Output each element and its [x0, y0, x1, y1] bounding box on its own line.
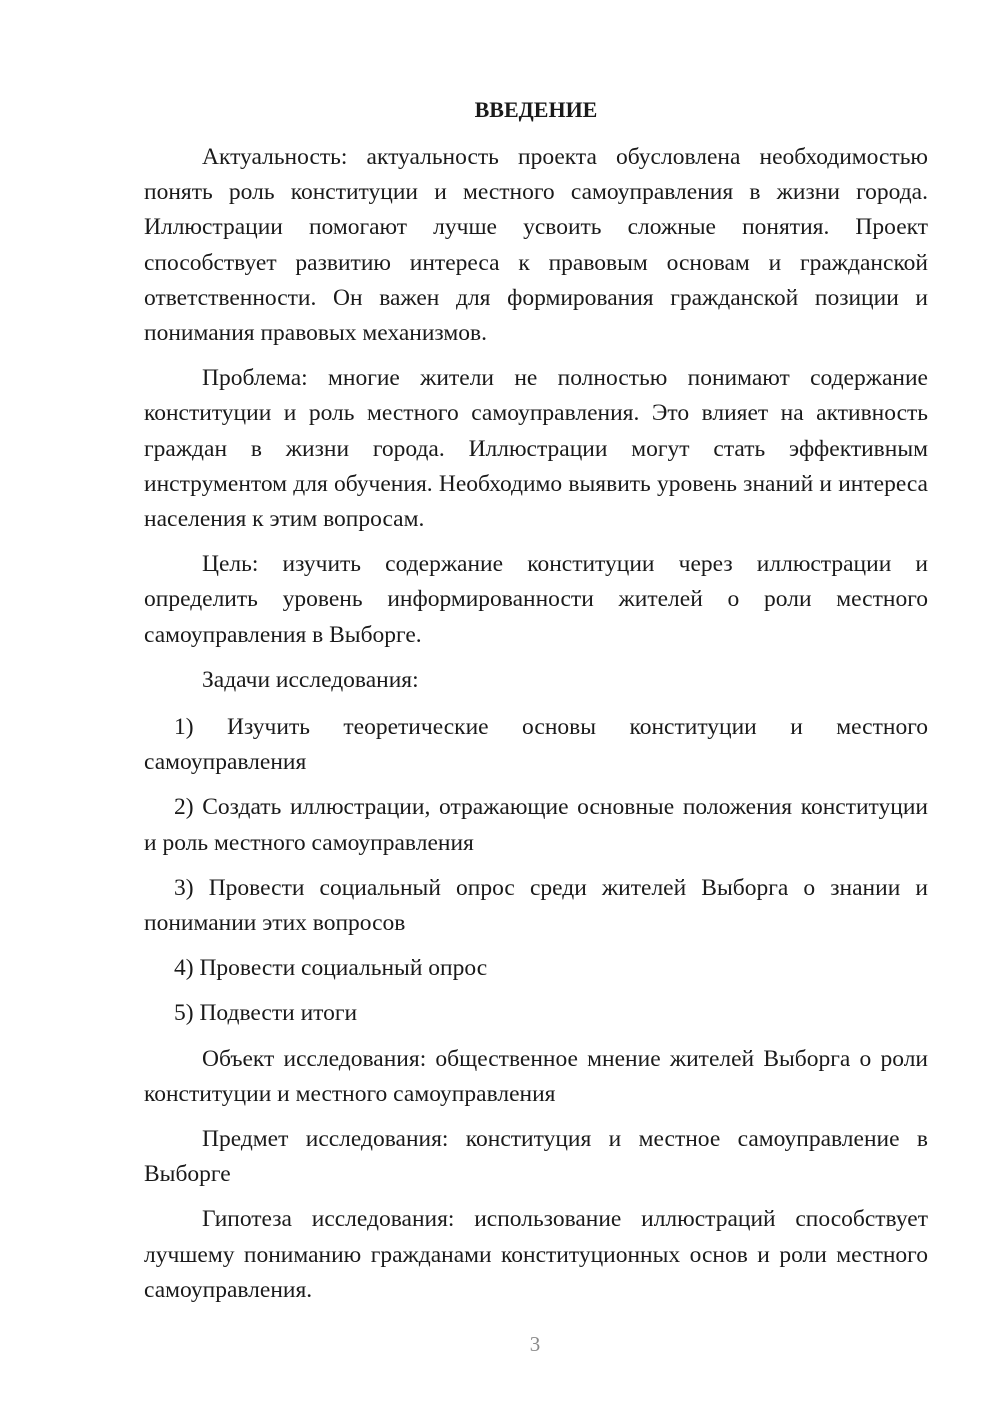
task-item-1: 1) Изучить теоретические основы конституции и местного самоуправления [144, 714, 928, 776]
task-item-2: 2) Создать иллюстрации, отражающие основные положения конституции и роль местного самоуправления [144, 794, 928, 856]
page-title: ВВЕДЕНИЕ [474, 97, 598, 122]
object-paragraph: Объект исследования: общественное мнение жителей Выборга о роли конституции и местного самоуправления [144, 1045, 928, 1107]
hypothesis-paragraph: Гипотеза исследования: использование иллюстраций способствует лучшему пониманию гражданами конституционных основ и роли местного самоуправления. [144, 1206, 928, 1303]
page-number: 3 [529, 1332, 541, 1356]
task-item-4: 4) Провести социальный опрос [174, 955, 488, 982]
relevance-paragraph: Актуальность: актуальность проекта обусловлена необходимостью понять роль конституции и местного самоуправления в жизни города. Иллюстрации помогают лучше усвоить сложные понятия. Проект способствует развитию интереса к правовым основам и гражданской ответственности. Он важен для формирования гражданской позиции и понимания правовых механизмов. [144, 144, 928, 347]
subject-paragraph: Предмет исследования: конституция и местное самоуправление в Выборге [144, 1126, 928, 1188]
problem-paragraph: Проблема: многие жители не полностью понимают содержание конституции и роль местного самоуправления. Это влияет на активность граждан в жизни города. Иллюстрации могут стать эффективным инструментом для обучения. Необходимо выявить уровень знаний и интереса населения к этим вопросам. [144, 365, 928, 533]
goal-paragraph: Цель: изучить содержание конституции через иллюстрации и определить уровень информированности жителей о роли местного самоуправления в Выборге. [144, 551, 928, 648]
task-item-5: 5) Подвести итоги [174, 1000, 358, 1027]
task-item-3: 3) Провести социальный опрос среди жителей Выборга о знании и понимании этих вопросов [144, 874, 928, 937]
document-body [144, 92, 928, 1318]
tasks-heading: Задачи исследования: [202, 666, 419, 693]
